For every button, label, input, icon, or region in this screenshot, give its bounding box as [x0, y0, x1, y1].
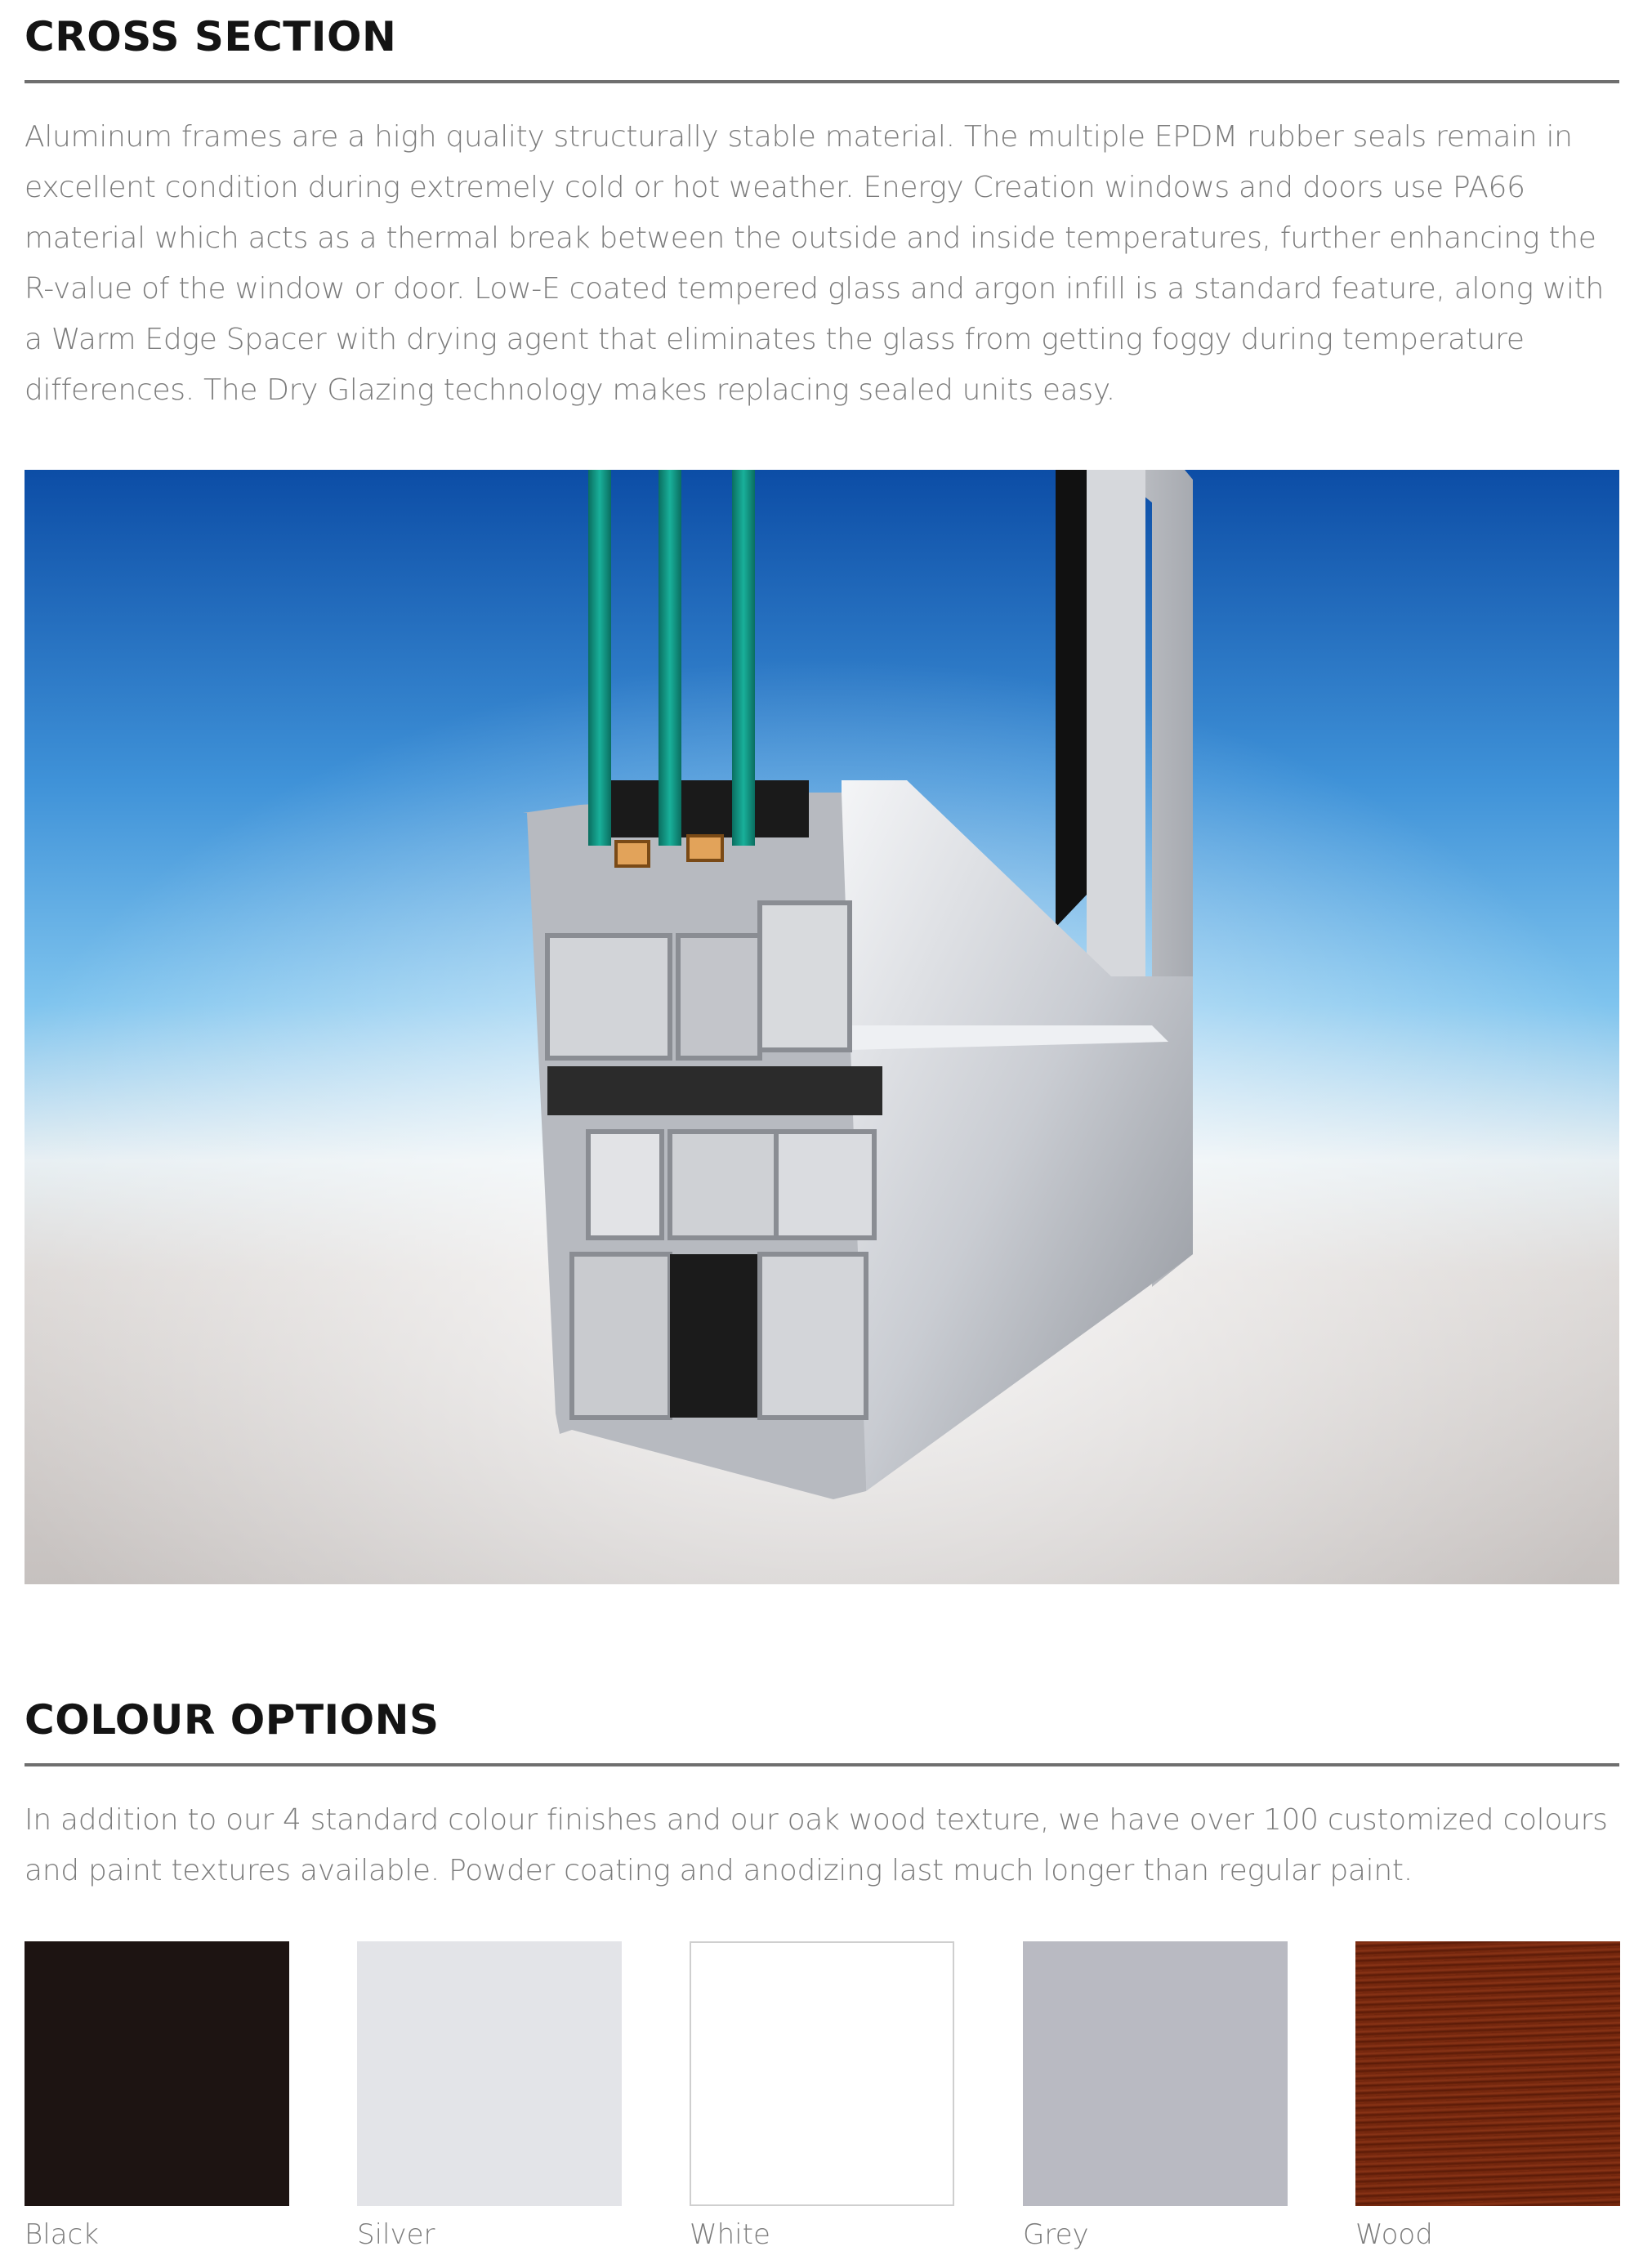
swatch-label-white: White	[690, 2218, 770, 2251]
swatch-black[interactable]	[25, 1941, 289, 2206]
swatch-white[interactable]	[690, 1941, 954, 2206]
swatch-silver[interactable]	[357, 1941, 622, 2206]
swatch-label-black: Black	[25, 2218, 99, 2251]
colour-options-divider	[25, 1763, 1619, 1766]
cross-section-divider	[25, 80, 1619, 83]
colour-options-description: In addition to our 4 standard colour finishes and our oak wood texture, we have over 100 customized colours and paint textures available. Powder coating and anodizing last much longer than regular paint.	[25, 1803, 1608, 1887]
swatch-label-grey: Grey	[1023, 2218, 1089, 2251]
swatch-wood[interactable]	[1355, 1941, 1620, 2206]
swatch-label-wood: Wood	[1355, 2218, 1433, 2251]
cross-section-heading: CROSS SECTION	[25, 13, 397, 60]
colour-options-heading: COLOUR OPTIONS	[25, 1696, 440, 1744]
cross-section-description: Aluminum frames are a high quality structurally stable material. The multiple EPDM rubber seals remain in excellent condition during extremely cold or hot weather. Energy Creation windows and doors use PA66 material which acts as a thermal break between the outside and inside temperatures, further enhancing the R-value of the window or door. Low-E coated tempered glass and argon infill is a standard feature, along with a Warm Edge Spacer with drying agent that eliminates the glass from getting foggy during temperature differences. The Dry Glazing technology makes replacing sealed units easy.	[25, 120, 1605, 407]
swatch-grey[interactable]	[1023, 1941, 1288, 2206]
cross-section-image	[25, 470, 1619, 1584]
swatch-label-silver: Silver	[357, 2218, 435, 2251]
